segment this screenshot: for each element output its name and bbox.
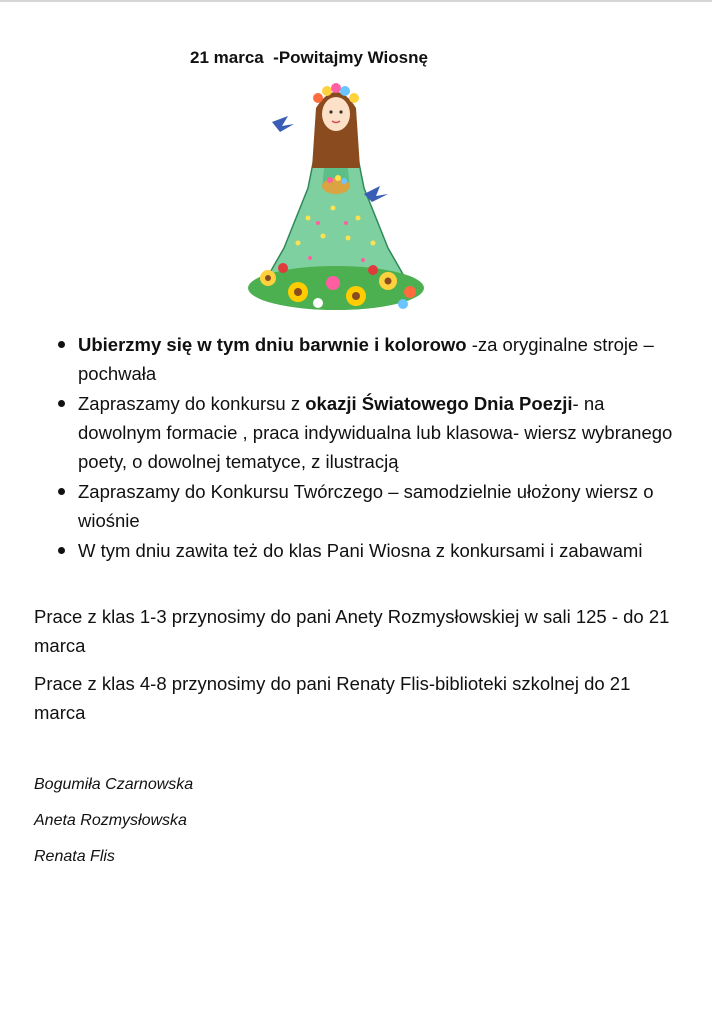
page-title: 21 marca -Powitajmy Wiosnę xyxy=(190,48,428,67)
paragraph-classes-4-8: Prace z klas 4-8 przynosimy do pani Renaty Flis-biblioteki szkolnej do 21 marca xyxy=(34,673,631,723)
list-item: W tym dniu zawita też do klas Pani Wiosna z konkursami i zabawami xyxy=(56,536,686,565)
list-item: Zapraszamy do konkursu z okazji Światowego Dnia Poezji- na dowolnym formacie , praca indywidualna lub klasowa- wiersz wybranego poety, o dowolnej tematyce, z ilustracją xyxy=(56,389,686,476)
info-list xyxy=(56,330,686,566)
list-item: Ubierzmy się w tym dniu barwnie i kolorowo -za oryginalne stroje – pochwała xyxy=(56,330,686,388)
list-item: Zapraszamy do Konkursu Twórczego – samodzielnie ułożony wiersz o wiośnie xyxy=(56,477,686,535)
signature-3: Renata Flis xyxy=(34,848,115,865)
page-top-border xyxy=(0,0,712,2)
paragraph-classes-1-3: Prace z klas 1-3 przynosimy do pani Anety Rozmysłowskiej w sali 125 - do 21 marca xyxy=(34,606,670,656)
spring-girl-flower-dress-icon xyxy=(238,78,434,318)
signature-1: Bogumiła Czarnowska xyxy=(34,776,194,793)
signature-2: Aneta Rozmysłowska xyxy=(34,812,187,829)
spring-girl-illustration xyxy=(238,78,434,318)
